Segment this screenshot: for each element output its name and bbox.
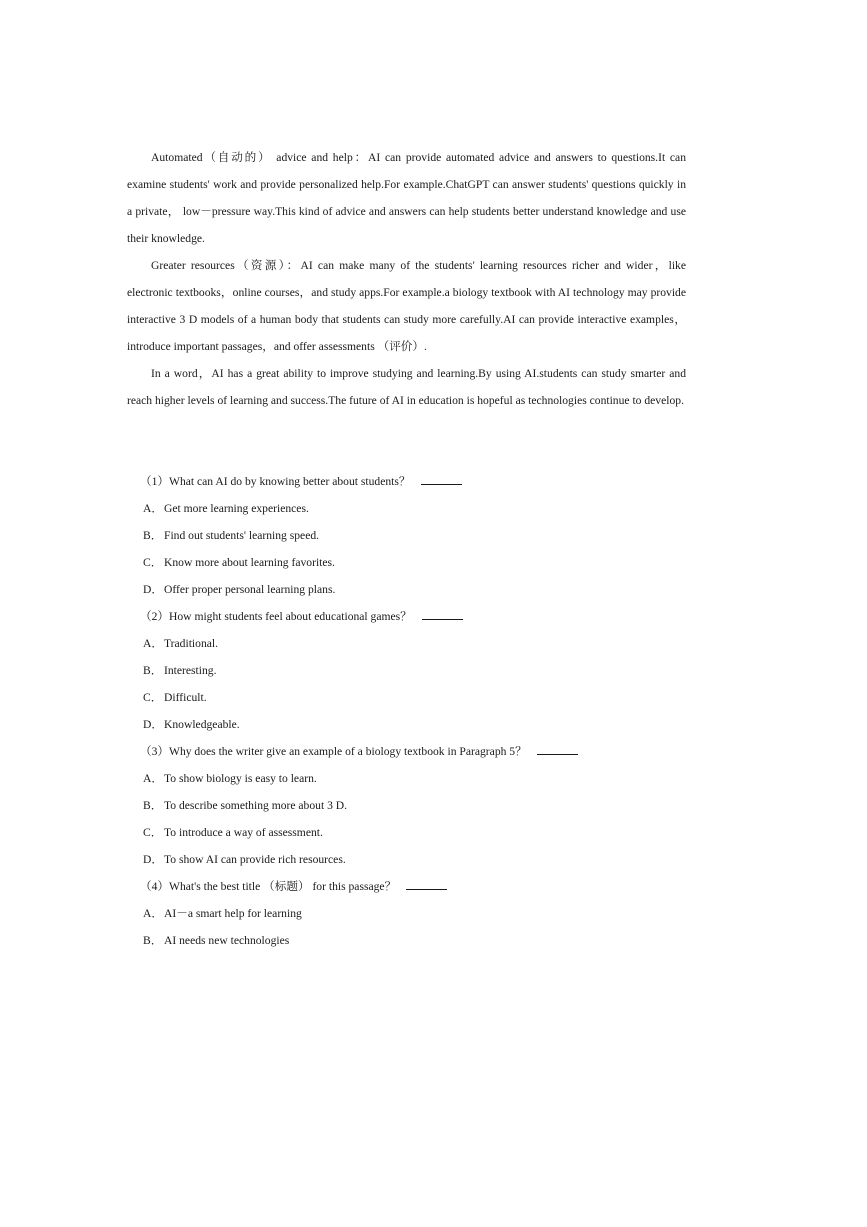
option-letter: A．: [143, 637, 163, 650]
question-number: （2）: [140, 610, 169, 623]
question-4: [140, 873, 703, 900]
option-letter: C．: [143, 691, 163, 704]
question-number: （3）: [140, 745, 169, 758]
option-text: Interesting.: [164, 664, 217, 677]
option-text: Offer proper personal learning plans.: [164, 583, 336, 596]
option-1d[interactable]: [143, 576, 703, 603]
option-letter: B．: [143, 799, 163, 812]
question-3: [140, 738, 703, 765]
question-list: [140, 468, 703, 954]
question-number: （4）: [140, 880, 169, 893]
reading-passage: [127, 144, 686, 414]
option-1b[interactable]: [143, 522, 703, 549]
option-3c[interactable]: [143, 819, 703, 846]
option-letter: C．: [143, 826, 163, 839]
option-1c[interactable]: [143, 549, 703, 576]
option-2d[interactable]: [143, 711, 703, 738]
question-text: What's the best title （标题） for this passage？: [169, 880, 397, 893]
option-2a[interactable]: [143, 630, 703, 657]
option-text: Difficult.: [164, 691, 207, 704]
option-text: Knowledgeable.: [164, 718, 240, 731]
option-letter: D．: [143, 583, 163, 596]
option-letter: A．: [143, 772, 163, 785]
option-text: Find out students' learning speed.: [164, 529, 320, 542]
option-text: To show AI can provide rich resources.: [164, 853, 346, 866]
option-text: To describe something more about 3 D.: [164, 799, 348, 812]
answer-blank[interactable]: [422, 607, 463, 620]
option-4b[interactable]: [143, 927, 703, 954]
paragraph-greater-resources: Greater resources（资源）：AI can make many of the students' learning resources richer and wider，like electronic textbooks，online courses，and study apps.For example.a biology textbook with AI technology may provide interactive 3 D models of a human body that students can study more carefully.AI can provide interactive examples，introduce important passages，and offer assessments （评价）.: [127, 259, 686, 353]
option-3d[interactable]: [143, 846, 703, 873]
option-2b[interactable]: [143, 657, 703, 684]
question-text: Why does the writer give an example of a biology textbook in Paragraph 5？: [169, 745, 527, 758]
answer-blank[interactable]: [537, 742, 578, 755]
option-letter: D．: [143, 853, 163, 866]
option-3a[interactable]: [143, 765, 703, 792]
option-letter: C．: [143, 556, 163, 569]
option-letter: A．: [143, 502, 163, 515]
option-text: To show biology is easy to learn.: [164, 772, 317, 785]
question-text: What can AI do by knowing better about students？: [169, 475, 411, 488]
option-1a[interactable]: [143, 495, 703, 522]
option-text: To introduce a way of assessment.: [164, 826, 323, 839]
option-4a[interactable]: [143, 900, 703, 927]
paragraph-automated-advice: Automated（自动的） advice and help：AI can provide automated advice and answers to questions.It can examine students' work and provide personalized help.For example.ChatGPT can answer students' questions quickly in a private， low－pressure way.This kind of advice and answers can help students better understand knowledge and use their knowledge.: [127, 151, 686, 245]
option-letter: B．: [143, 529, 163, 542]
option-3b[interactable]: [143, 792, 703, 819]
paragraph-conclusion: In a word，AI has a great ability to improve studying and learning.By using AI.students can study smarter and reach higher levels of learning and success.The future of AI in education is hopeful as technologies continue to develop.: [127, 367, 686, 407]
option-text: Get more learning experiences.: [164, 502, 309, 515]
question-text: How might students feel about educational games？: [169, 610, 412, 623]
option-text: Traditional.: [164, 637, 219, 650]
option-letter: D．: [143, 718, 163, 731]
question-1: [140, 468, 703, 495]
option-text: AI－a smart help for learning: [164, 907, 302, 920]
option-letter: A．: [143, 907, 163, 920]
question-number: （1）: [140, 475, 169, 488]
option-text: AI needs new technologies: [164, 934, 290, 947]
question-2: [140, 603, 703, 630]
option-letter: B．: [143, 934, 163, 947]
option-2c[interactable]: [143, 684, 703, 711]
option-text: Know more about learning favorites.: [164, 556, 335, 569]
answer-blank[interactable]: [406, 877, 447, 890]
option-letter: B．: [143, 664, 163, 677]
answer-blank[interactable]: [421, 472, 462, 485]
